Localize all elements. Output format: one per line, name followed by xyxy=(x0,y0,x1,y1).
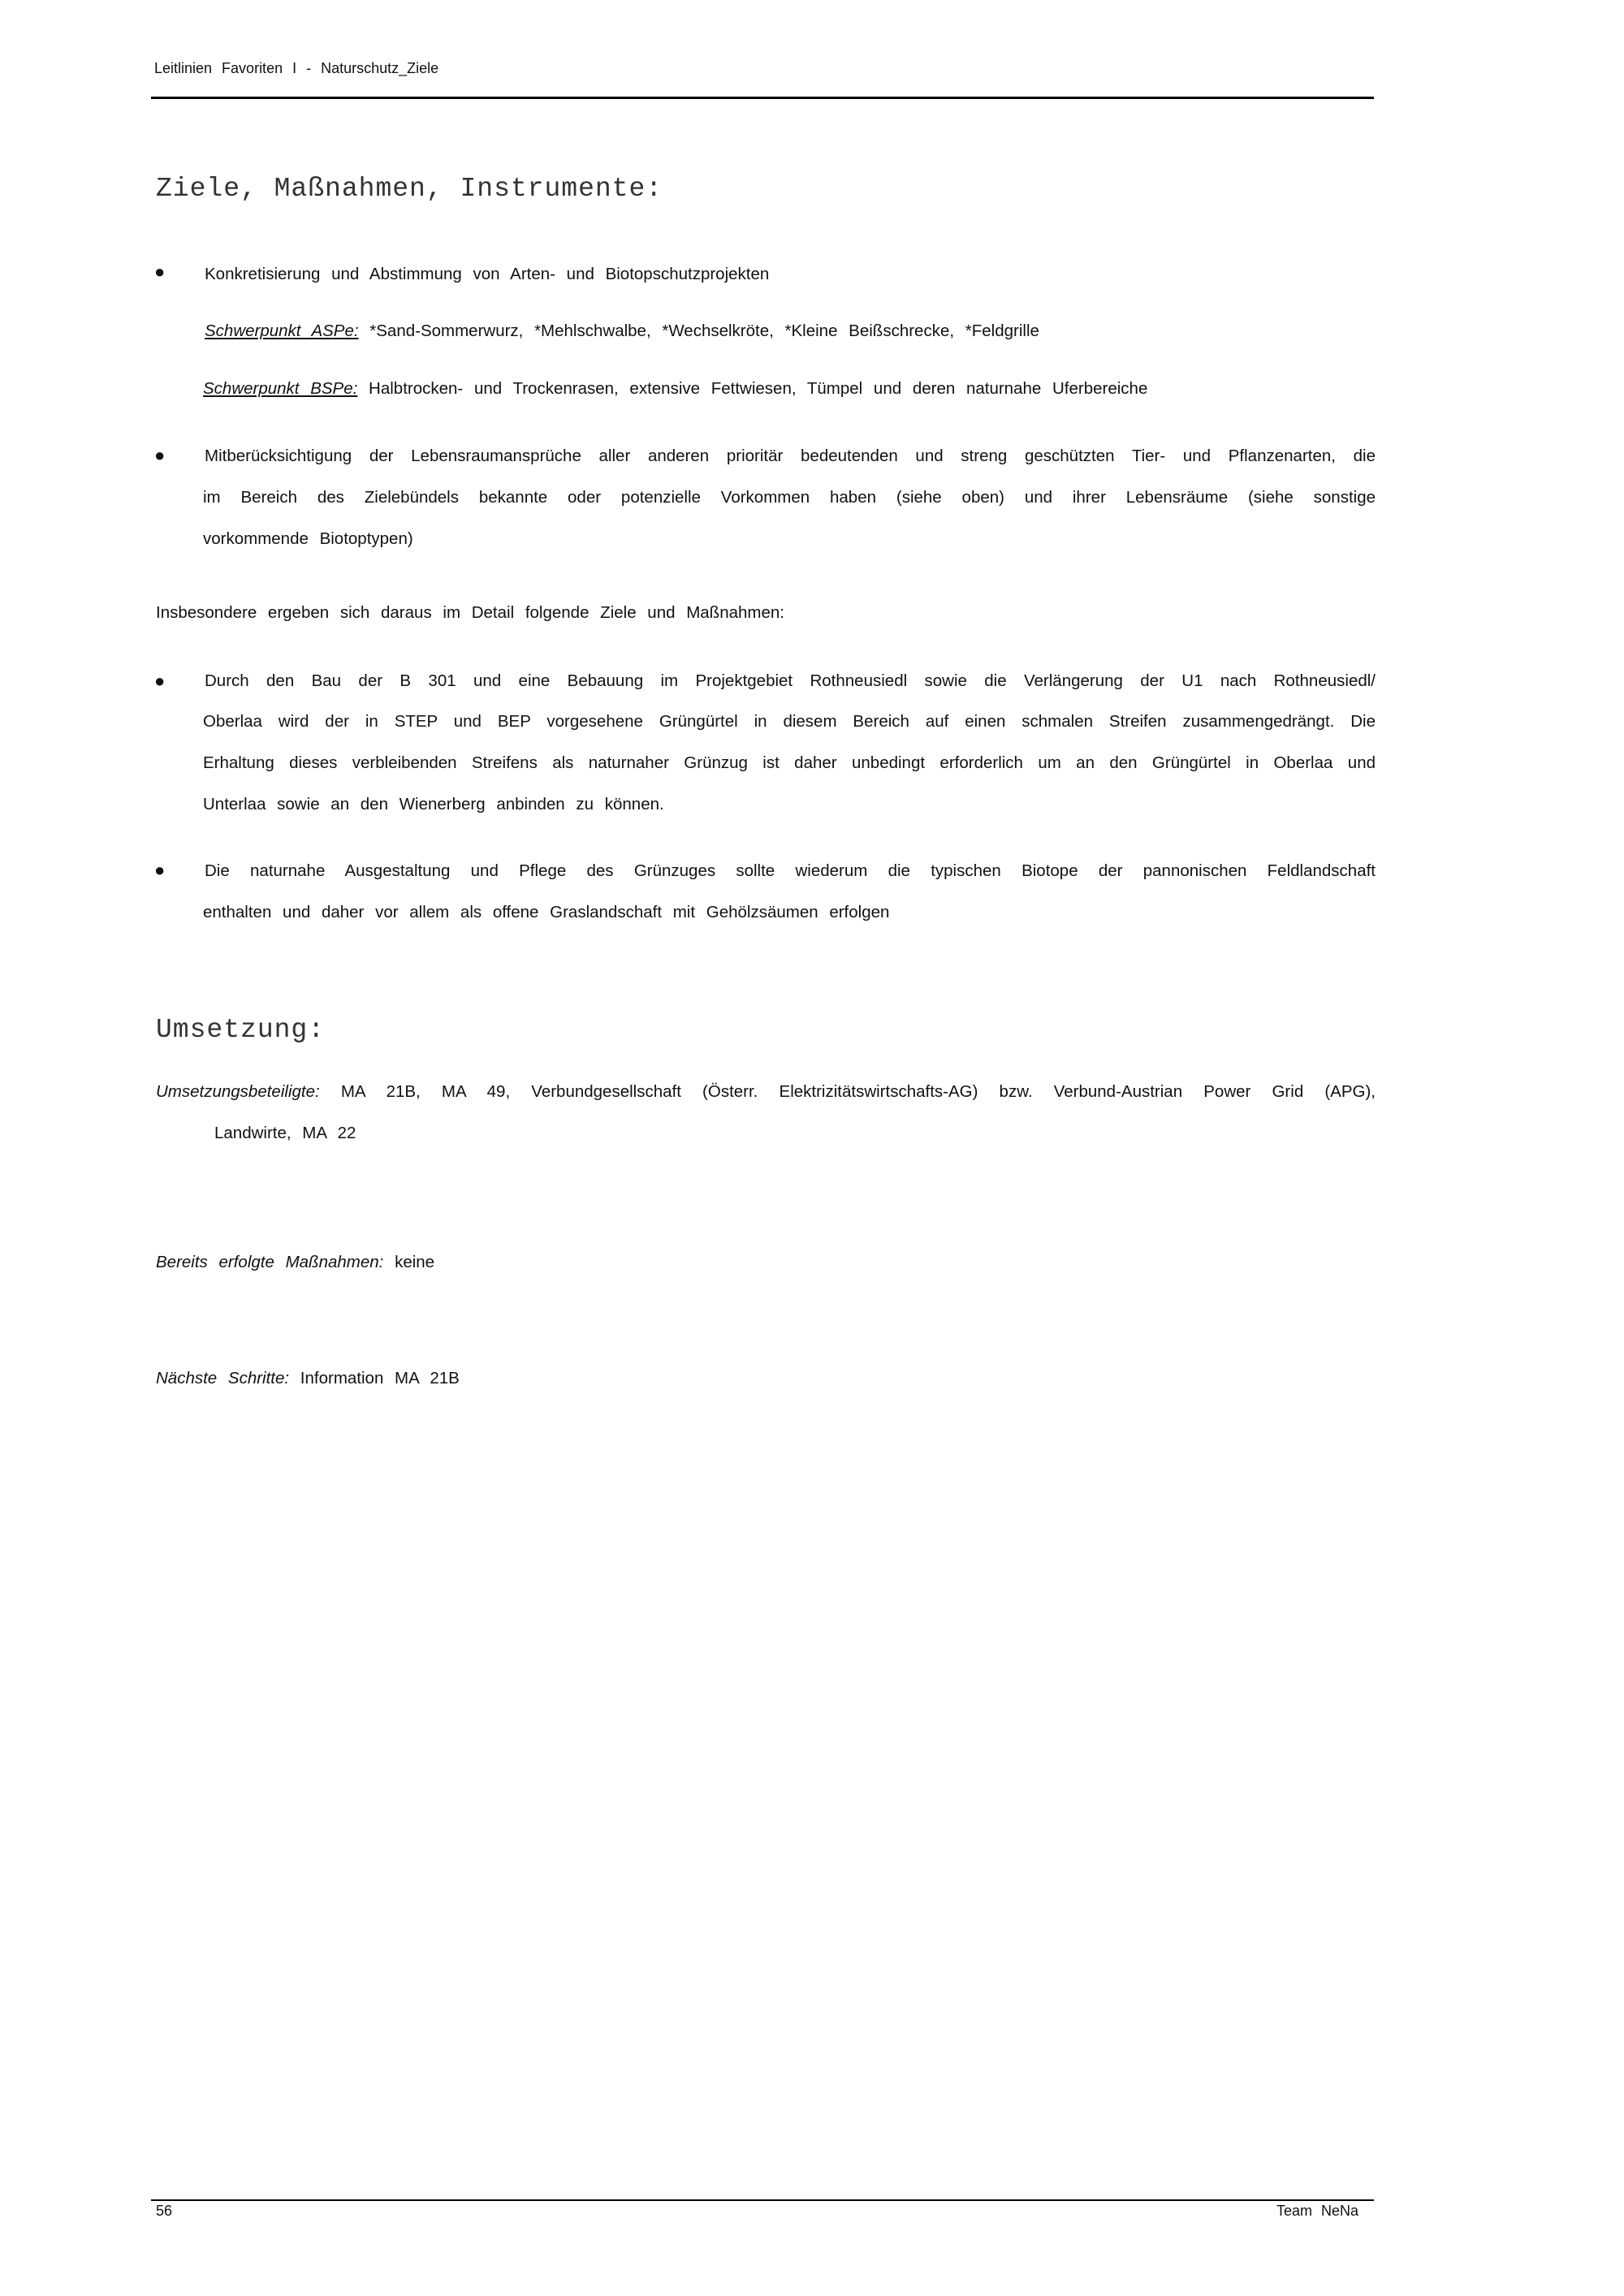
bsp-focus-text: Halbtrocken- und Trockenrasen, extensive Fettwiesen, Tümpel und deren naturnahe Uferbereiche xyxy=(369,379,1148,398)
section-heading-goals: Ziele, Maßnahmen, Instrumente: xyxy=(156,174,663,204)
next-steps-text: Information MA 21B xyxy=(300,1369,460,1388)
next-steps-label: Nächste Schritte: xyxy=(156,1369,290,1388)
asp-focus-line xyxy=(205,322,1039,341)
next-steps-line xyxy=(156,1369,460,1388)
participants-continuation: Landwirte, MA 22 xyxy=(214,1124,356,1142)
bullet-icon xyxy=(154,860,167,881)
completed-measures-label: Bereits erfolgte Maßnahmen: xyxy=(156,1253,384,1271)
paragraph-line: Erhaltung dieses verbleibenden Streifens als naturnaher Grünzug ist daher unbedingt erforderlich um an den Grüngürtel in Oberlaa und xyxy=(203,753,1376,772)
paragraph-line: Oberlaa wird der in STEP und BEP vorgesehene Grüngürtel in diesem Bereich auf einen schmalen Streifen zusammengedrängt. Die xyxy=(203,712,1376,731)
paragraph-line: Die naturnahe Ausgestaltung und Pflege des Grünzuges sollte wiederum die typischen Biotope der pannonischen Feldlandschaft xyxy=(205,861,1376,880)
paragraph-line: enthalten und daher vor allem als offene Graslandschaft mit Gehölzsäumen erfolgen xyxy=(203,903,890,921)
bullet-icon xyxy=(154,671,167,692)
paragraph-line: im Bereich des Zielebündels bekannte oder potenzielle Vorkommen haben (siehe oben) und ihrer Lebensräume (siehe sonstige xyxy=(203,488,1376,507)
bsp-focus-label: Schwerpunkt BSPe: xyxy=(203,379,358,398)
paragraph-line: Unterlaa sowie an den Wienerberg anbinden zu können. xyxy=(203,795,664,814)
asp-focus-label: Schwerpunkt ASPe: xyxy=(205,322,359,340)
list-item-text: Konkretisierung und Abstimmung von Arten- und Biotopschutzprojekten xyxy=(205,265,770,283)
bsp-focus-line xyxy=(203,379,1147,399)
paragraph-line: vorkommende Biotoptypen) xyxy=(203,529,413,548)
participants-line xyxy=(156,1082,1376,1102)
completed-measures-line xyxy=(156,1253,434,1272)
paragraph-line: Durch den Bau der B 301 und eine Bebauung im Projektgebiet Rothneusiedl sowie die Verlängerung der U1 nach Rothneusiedl/ xyxy=(205,671,1376,690)
asp-focus-text: *Sand-Sommerwurz, *Mehlschwalbe, *Wechselkröte, *Kleine Beißschrecke, *Feldgrille xyxy=(369,322,1039,340)
header-rule xyxy=(151,97,1374,99)
participants-text: MA 21B, MA 49, Verbundgesellschaft (Österr. Elektrizitätswirtschafts-AG) bzw. Verbund-Austrian Power Grid (APG), xyxy=(340,1082,1376,1101)
bullet-icon xyxy=(154,261,167,283)
participants-label: Umsetzungsbeteiligte: xyxy=(156,1082,320,1101)
footer-rule xyxy=(151,2199,1374,2201)
section-heading-implementation: Umsetzung: xyxy=(156,1015,326,1045)
page-number: 56 xyxy=(156,2203,173,2219)
intro-paragraph: Insbesondere ergeben sich daraus im Detail folgende Ziele und Maßnahmen: xyxy=(156,603,784,622)
footer-team: Team NeNa xyxy=(1276,2203,1359,2219)
completed-measures-text: keine xyxy=(395,1253,435,1271)
running-header: Leitlinien Favoriten I - Naturschutz_Ziele xyxy=(154,60,439,76)
bullet-icon xyxy=(154,445,167,466)
paragraph-line: Mitberücksichtigung der Lebensraumansprüche aller anderen prioritär bedeutenden und streng geschützten Tier- und Pflanzenarten, die xyxy=(205,447,1376,465)
